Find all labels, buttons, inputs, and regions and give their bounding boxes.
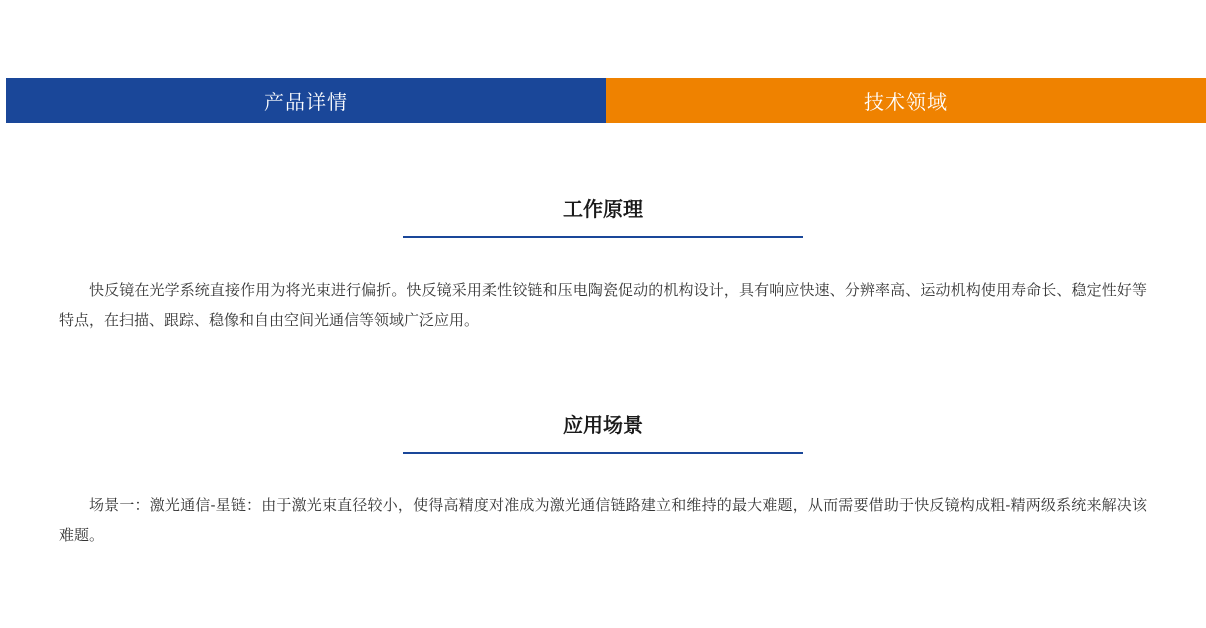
tab-product-details[interactable] [6,78,606,123]
tab-technical-field-label: 技术领域 [864,92,948,114]
section-application-scenarios [0,412,1206,551]
section-working-principle [0,196,1206,336]
section-working-principle-body: 快反镜在光学系统直接作用为将光束进行偏折。快反镜采用柔性铰链和压电陶瓷促动的机构设计，具有响应快速、分辨率高、运动机构使用寿命长、稳定性好等特点，在扫描、跟踪、稳像和自由空间光通信等领域广泛应用。 [59,282,1147,329]
section-application-scenarios-body: 场景一：激光通信-星链：由于激光束直径较小，使得高精度对准成为激光通信链路建立和维持的最大难题，从而需要借助于快反镜构成粗-精两级系统来解决该难题。 [59,497,1147,544]
tab-technical-field[interactable] [606,78,1206,123]
section-application-scenarios-heading: 应用场景 [563,415,643,437]
tab-product-details-label: 产品详情 [264,92,348,114]
section-divider [403,452,803,454]
tab-bar [6,78,1206,123]
section-divider [403,236,803,238]
section-working-principle-heading: 工作原理 [563,199,643,221]
